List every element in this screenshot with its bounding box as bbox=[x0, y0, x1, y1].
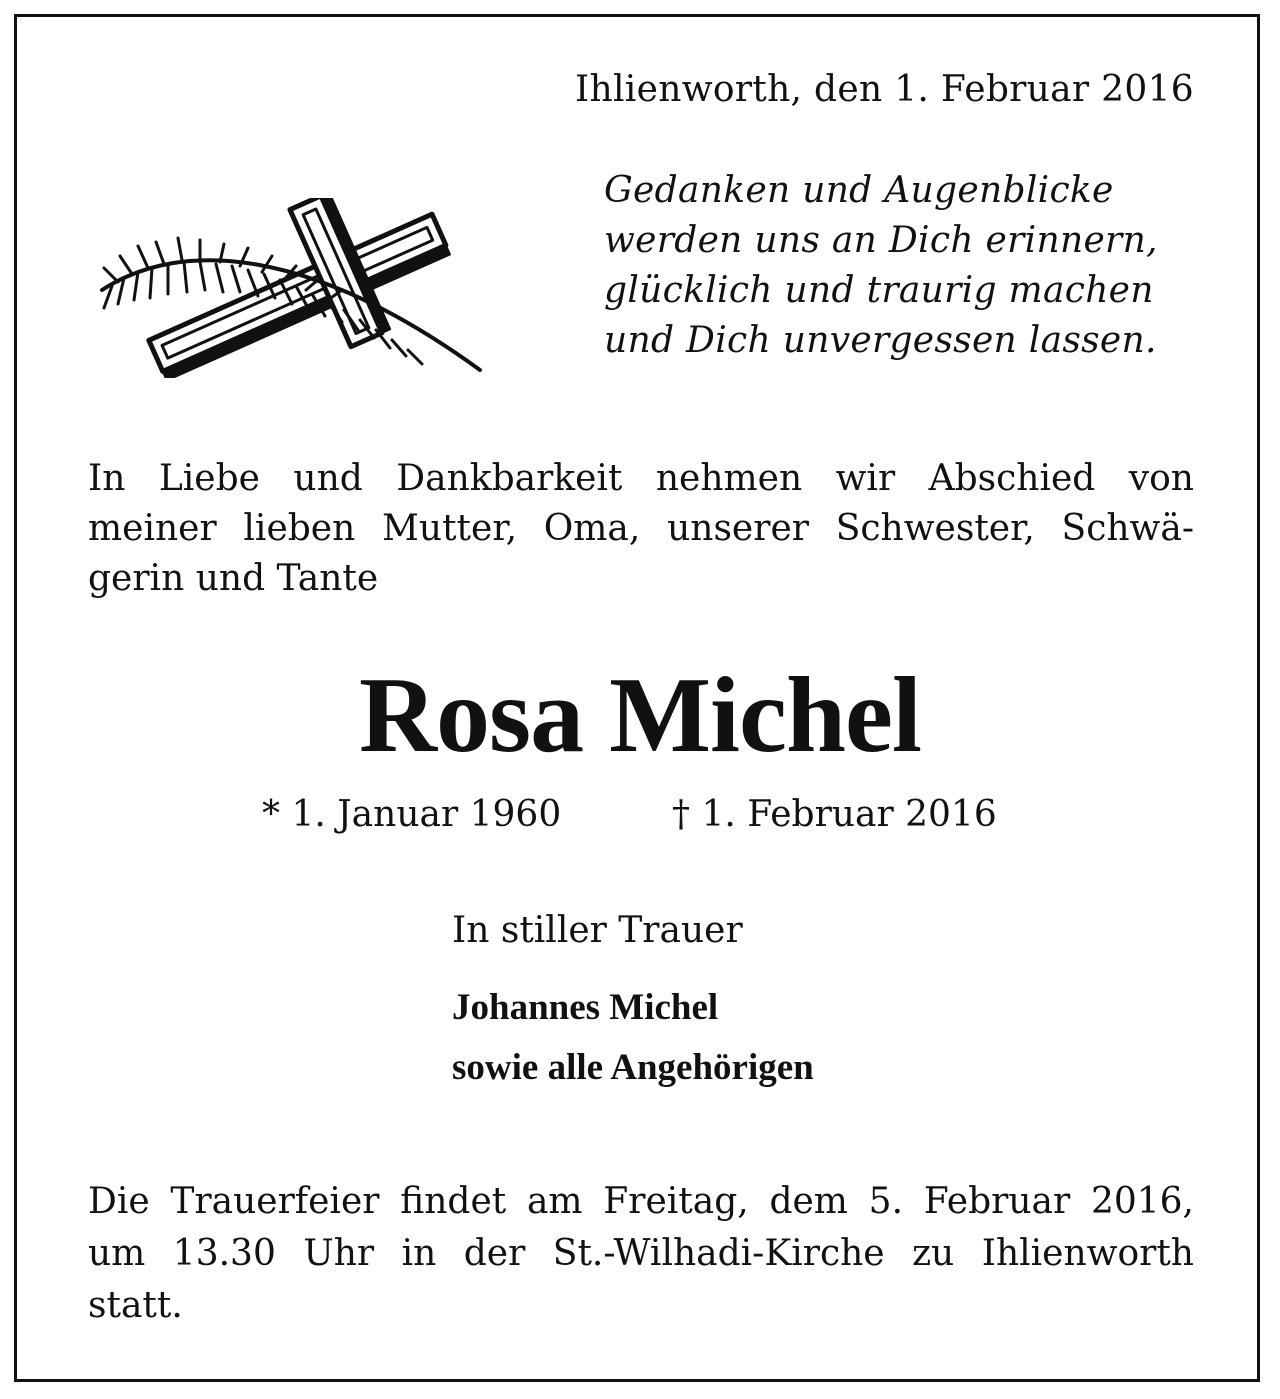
verse-line: glücklich und traurig machen bbox=[604, 270, 1154, 311]
service-line: um 13.30 Uhr in der St.-Wilhadi-Kirche zu Ihlienworth bbox=[88, 1233, 1194, 1274]
verse-line: und Dich unvergessen lassen. bbox=[604, 320, 1157, 361]
memorial-verse bbox=[604, 166, 1204, 366]
farewell-line: gerin und Tante bbox=[88, 558, 379, 599]
birth-date: * 1. Januar 1960 bbox=[262, 794, 562, 835]
funeral-service-info bbox=[88, 1176, 1194, 1332]
farewell-text bbox=[88, 454, 1194, 604]
place-and-date: Ihlienworth, den 1. Februar 2016 bbox=[574, 69, 1194, 110]
verse-line: Gedanken und Augenblicke bbox=[604, 170, 1114, 211]
deceased-name: Rosa Michel bbox=[359, 656, 921, 775]
farewell-line: meiner lieben Mutter, Oma, unserer Schwester, Schwä- bbox=[88, 508, 1194, 549]
cross-with-palm-leaf-icon bbox=[92, 198, 492, 378]
mourner-name: sowie alle Angehörigen bbox=[452, 1047, 814, 1088]
farewell-line: In Liebe und Dankbarkeit nehmen wir Abschied von bbox=[88, 458, 1194, 499]
service-line: statt. bbox=[88, 1285, 183, 1326]
mourners-list bbox=[452, 978, 814, 1098]
verse-line: werden uns an Dich erinnern, bbox=[604, 220, 1158, 261]
mourning-line: In stiller Trauer bbox=[452, 910, 743, 951]
mourner-name: Johannes Michel bbox=[452, 987, 719, 1028]
service-line: Die Trauerfeier findet am Freitag, dem 5. Februar 2016, bbox=[88, 1181, 1194, 1222]
death-date: † 1. Februar 2016 bbox=[672, 794, 997, 835]
